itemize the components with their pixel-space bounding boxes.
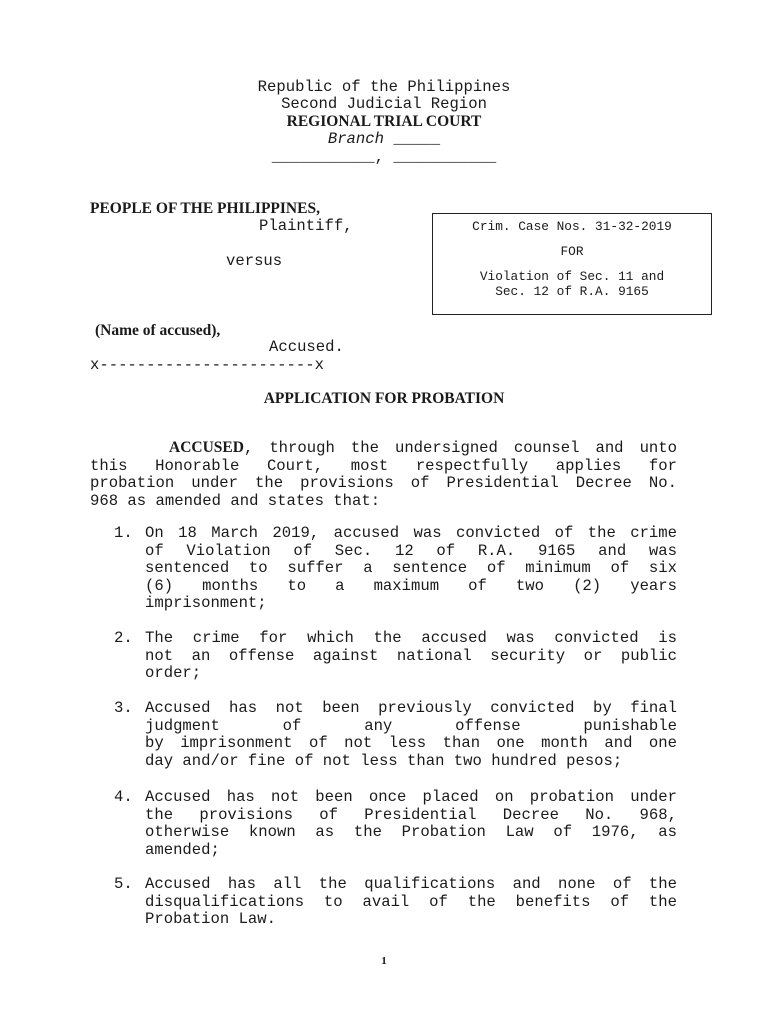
- header-branch: [0, 131, 768, 149]
- list-item-number: 2.: [114, 629, 133, 647]
- list-item-number: 4.: [114, 788, 133, 806]
- intro-line-3: probation under the provisions of Presidential Decree No.: [90, 474, 677, 492]
- list-item-text: Accused has not been once placed on probation under the provisions of Presidential Decree No. 968, otherwise known as the Probation Law of 1976, as amended;: [145, 788, 677, 859]
- list-item-text: Accused has all the qualifications and none of the disqualifications to avail of the benefits of the Probation Law.: [145, 875, 677, 928]
- accused-role: Accused.: [269, 338, 344, 356]
- header-region: Second Judicial Region: [281, 95, 487, 113]
- caption-separator: x-----------------------x: [90, 356, 324, 374]
- intro-paragraph: [90, 439, 677, 510]
- plaintiff-name: PEOPLE OF THE PHILIPPINES,: [90, 200, 320, 217]
- list-item-number: 5.: [114, 875, 133, 893]
- accused-name: (Name of accused),: [95, 322, 221, 339]
- header-location-blanks: ___________, ___________: [271, 148, 497, 166]
- case-number-box: [432, 213, 712, 315]
- case-offense-line1: Violation of Sec. 11 and: [479, 269, 665, 284]
- page-number: 1: [381, 955, 387, 967]
- list-item-text: The crime for which the accused was convicted is not an offense against national security or public order;: [145, 629, 677, 682]
- list-item-number: 1.: [114, 524, 133, 542]
- plaintiff-role: Plaintiff,: [259, 217, 353, 235]
- intro-line-4: 968 as amended and states that:: [90, 491, 381, 510]
- branch-label: Branch: [327, 130, 384, 148]
- intro-lead: ACCUSED: [169, 439, 244, 456]
- versus-text: versus: [226, 252, 283, 270]
- header-republic: Republic of the Philippines: [257, 78, 511, 96]
- case-number: Crim. Case Nos. 31-32-2019: [472, 219, 672, 234]
- list-item-text: On 18 March 2019, accused was convicted of the crime of Violation of Sec. 12 of R.A. 9165 and was sentenced to suffer a sentence of minimum of six (6) months to a maximum of two (2) years imprisonment;: [145, 524, 677, 612]
- case-offense-line2: Sec. 12 of R.A. 9165: [495, 284, 649, 299]
- intro-line-2: this Honorable Court, most respectfully applies for: [90, 456, 677, 475]
- header-court: REGIONAL TRIAL COURT: [286, 113, 482, 130]
- list-item-text: Accused has not been previously convicted by final judgment of any offense punishable by imprisonment of not less than one month and one day and/or fine of not less than two hundred pesos;: [145, 699, 677, 770]
- branch-blank: _____: [393, 130, 441, 148]
- list-item-number: 3.: [114, 699, 133, 717]
- case-for: FOR: [560, 244, 584, 259]
- intro-line-1: ACCUSED, through the undersigned counsel and unto: [169, 439, 677, 457]
- document-title: APPLICATION FOR PROBATION: [263, 390, 505, 407]
